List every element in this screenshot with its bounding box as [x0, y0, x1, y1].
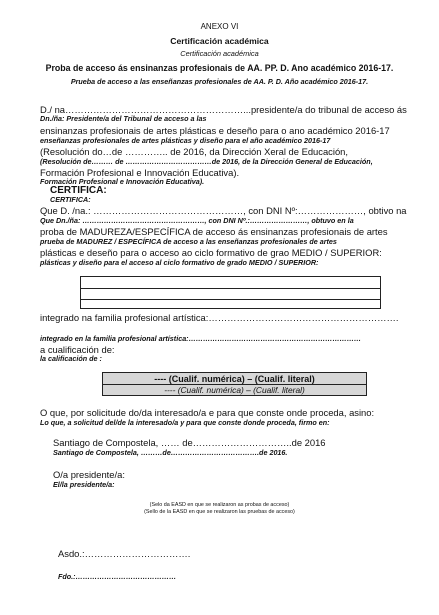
training-cycle-box — [80, 276, 381, 309]
certification-title-es: Certificación académica — [180, 49, 259, 58]
signature-line-es: Fdo.:…………………………………… — [58, 572, 177, 581]
grade-label-gl: a cualificación de: — [40, 344, 115, 355]
seal-note-es: (Sello de la EASD en que se realizaron las pruebas de acceso) — [144, 509, 295, 515]
intro-line-1-gl: D./ na…………………………………………………...presidente/a do tribunal de acceso ás — [40, 104, 407, 115]
exam-title-es: Prueba de acceso a las enseñanzas profesionales de AA. P. D. Año académico 2016-17. — [70, 77, 369, 86]
certification-title-gl: Certificación académica — [170, 36, 269, 46]
annex-label: ANEXO VI — [200, 22, 239, 31]
intro-line-2-es: enseñanzas profesionales de artes plásticas y diseño para el año académico 2016-17 — [40, 136, 331, 145]
training-cycle-box-divider — [81, 288, 380, 289]
seal-note-gl: (Selo da EASD en que se realizaron as probas de acceso) — [149, 502, 290, 508]
grade-value-es: ---- (Cualif. numérica) – (Cualif. literal) — [164, 385, 305, 395]
president-label-gl: O/a presidente/a: — [53, 469, 125, 480]
certify-line-1-es: Que Dn./ña: ……………………………………………, con DNI Nº.:……………………, obtuvo en la — [40, 216, 354, 225]
intro-line-2-gl: ensinanzas profesionais de artes plásticas e deseño para o ano académico 2016-17 — [40, 125, 390, 136]
intro-line-3-gl: (Resolución do…de ………….. de 2016, da Dirección Xeral de Educación, — [40, 146, 348, 157]
certifies-heading-gl: CERTIFICA: — [50, 185, 107, 196]
president-label-es: El/la presidente/a: — [53, 480, 115, 489]
intro-line-4-gl: Formación Profesional e Innovación Educativa). — [40, 167, 240, 178]
intro-line-3-es: (Resolución de……… de ………………………………de 2016, de la Dirección General de Educación, — [40, 157, 373, 166]
intro-line-1-es: Dn./ña: Presidente/a del Tribunal de acceso a las — [40, 114, 207, 123]
grade-value-gl: ---- (Cualif. numérica) – (Cualif. literal) — [154, 374, 315, 384]
professional-family-es: integrado en la familia profesional artística:……………………………………………………………… — [40, 334, 362, 343]
certify-line-3-gl: plásticas e deseño para o acceso ao ciclo formativo de grao MEDIO / SUPERIOR: — [40, 247, 382, 258]
place-date-es: Santiago de Compostela, ………de……………………………….de 2016. — [53, 448, 288, 457]
closing-text-es: Lo que, a solicitud del/de la interesado/a y para que conste donde proceda, firmo en: — [40, 418, 330, 427]
place-date-gl: Santiago de Compostela, …… de…………………………..de 2016 — [53, 437, 326, 448]
certify-line-2-gl: proba de MADUREZA/ESPECÍFICA de acceso ás ensinanzas profesionais de artes — [40, 226, 388, 237]
certify-line-3-es: plásticas y diseño para el acceso al ciclo formativo de grado MEDIO / SUPERIOR: — [40, 258, 319, 267]
intro-line-4-es: Formación Profesional e Innovación Educativa). — [40, 177, 205, 186]
signature-line-gl: Asdo.:……………………………. — [58, 548, 191, 559]
training-cycle-box-divider — [81, 299, 380, 300]
grade-box — [102, 372, 367, 396]
certifies-heading-es: CERTIFICA: — [50, 195, 91, 204]
grade-label-es: la calificación de : — [40, 354, 102, 363]
certify-line-2-es: prueba de MADUREZ / ESPECÍFICA de acceso a las enseñanzas profesionales de artes — [40, 237, 337, 246]
professional-family-gl: integrado na familia profesional artística:……………………………………………………. — [40, 312, 399, 323]
exam-title-gl: Proba de acceso ás ensinanzas profesionais de AA. PP. D. Ano académico 2016-17. — [45, 63, 394, 73]
certify-line-1-gl: Que D. /na.: …………………………………………, con DNI Nº:…………………, obtivo na — [40, 205, 407, 216]
closing-text-gl: O que, por solicitude do/da interesado/a e para que conste onde proceda, asino: — [40, 407, 375, 418]
